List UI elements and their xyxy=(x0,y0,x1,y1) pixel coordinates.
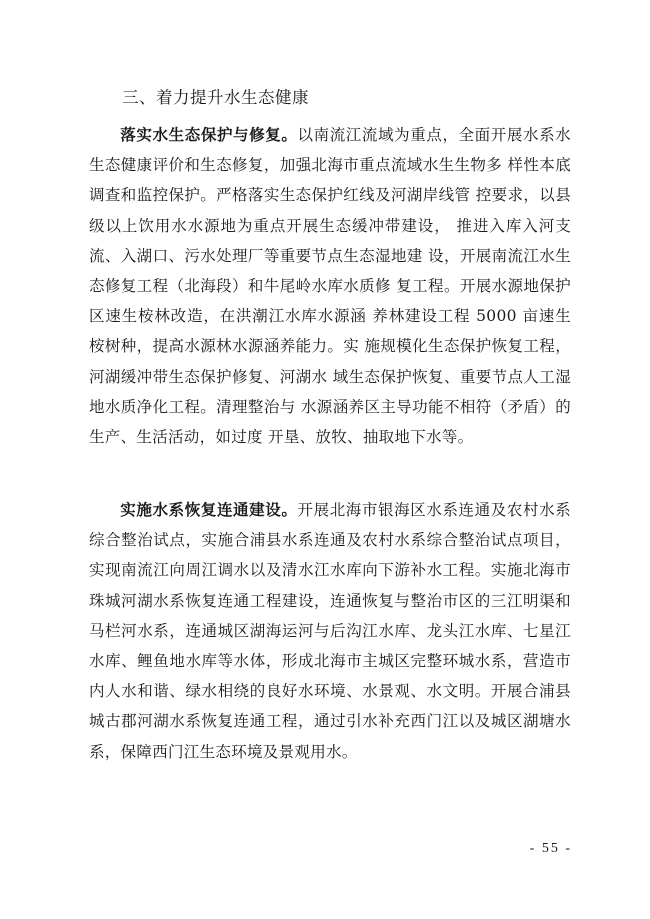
paragraph-water-ecology-protection xyxy=(89,120,571,452)
paragraph-body: 开展北海市银海区水系连通及农村水系综合整治试点，实施合浦县水系连通及农村水系综合整治试点项目，实现南流江向周江调水以及清水江水库向下游补水工程。实施北海市珠城河湖水系恢复连通工程建设，连通恢复与整治市区的三江明渠和马栏河水系，连通城区湖海运河与后沟江水库、龙头江水库、七星江水库、鲤鱼地水库等水体，形成北海市主城区完整环城水系，营造市内人水和谐、绿水相绕的良好水环境、水景观、水文明。开展合浦县城古郡河湖水系恢复连通工程，通过引水补充西门江以及城区湖塘水系，保障西门江生态环境及景观用水。 xyxy=(89,501,571,761)
paragraph-lead: 实施水系恢复连通建设。 xyxy=(120,501,298,519)
page-number: - 55 - xyxy=(529,841,572,856)
paragraph-body: 以南流江流域为重点，全面开展水系水生态健康评价和生态修复，加强北海市重点流域水生生物多 样性本底调查和监控保护。严格落实生态保护红线及河湖岸线管 控要求，以县级以上饮用水水源地为重点开展生态缓冲带建设， 推进入库入河支流、入湖口、污水处理厂等重要节点生态湿地建 设，开展南流江水生态修复工程（北海段）和牛尾岭水库水质修 复工程。开展水源地保护区速生桉林改造，在洪潮江水库水源涵 养林建设工程 5000 亩速生桉树种，提高水源林水源涵养能力。实 施规模化生态保护恢复工程，河湖缓冲带生态保护修复、河湖水 域生态保护恢复、重要节点人工湿地水质净化工程。清理整治与 水源涵养区主导功能不相符（矛盾）的生产、生活活动，如过度 开垦、放牧、抽取地下水等。 xyxy=(89,126,571,447)
paragraph-lead: 落实水生态保护与修复。 xyxy=(120,126,298,144)
section-heading: 三、着力提升水生态健康 xyxy=(122,88,309,107)
paragraph-water-connectivity xyxy=(89,495,571,767)
